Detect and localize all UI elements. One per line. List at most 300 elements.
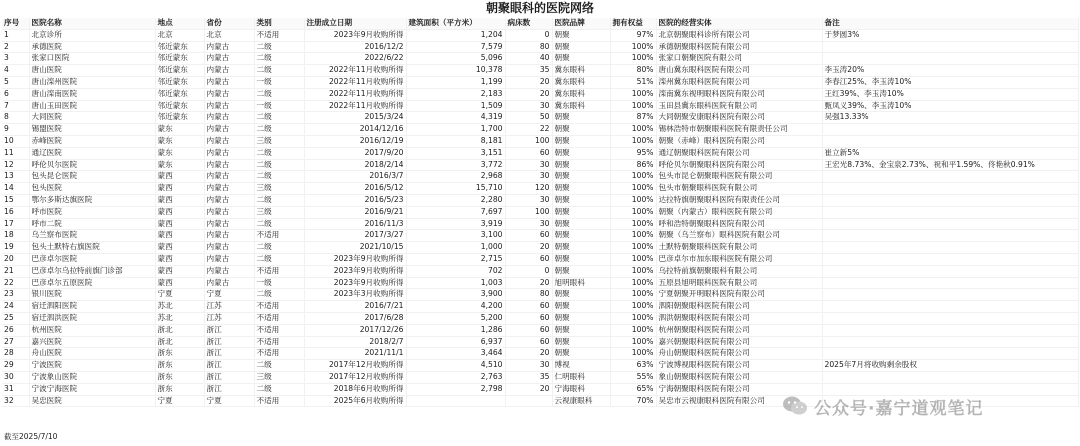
remarks-cell bbox=[822, 336, 1078, 348]
brand-cell: 朝聚 bbox=[552, 194, 610, 206]
category-cell: 不适用 bbox=[254, 348, 304, 360]
brand-cell: 朝聚 bbox=[552, 29, 610, 41]
category-cell: 二级 bbox=[254, 289, 304, 301]
header-row bbox=[2, 18, 1078, 29]
equity-cell: 100% bbox=[610, 230, 656, 242]
floor-area-cell: 2,715 bbox=[406, 253, 505, 265]
floor-area-cell: 5,096 bbox=[406, 53, 505, 65]
bed-count-cell: 30 bbox=[505, 194, 552, 206]
operating-entity-cell: 五原县旭明眼科医院有限公司 bbox=[656, 277, 822, 289]
table-row bbox=[2, 194, 1078, 206]
table-row bbox=[2, 242, 1078, 254]
location-cell: 宁夏 bbox=[155, 289, 204, 301]
bed-count-cell bbox=[505, 395, 552, 407]
equity-cell: 100% bbox=[610, 289, 656, 301]
province-cell: 内蒙古 bbox=[204, 88, 254, 100]
bed-count-cell: 0 bbox=[505, 29, 552, 41]
hospital-name-cell: 承德医院 bbox=[29, 41, 155, 53]
location-cell: 蒙东 bbox=[155, 147, 204, 159]
brand-cell: 朝聚 bbox=[552, 265, 610, 277]
table-row bbox=[2, 88, 1078, 100]
operating-entity-cell: 朝聚（乌兰察布）眼科医院有限公司 bbox=[656, 230, 822, 242]
bed-count-cell: 20 bbox=[505, 76, 552, 88]
floor-area-cell: 1,700 bbox=[406, 124, 505, 136]
operating-entity-cell: 玉田县冀东眼科医院有限公司 bbox=[656, 100, 822, 112]
row-number-cell: 22 bbox=[2, 277, 29, 289]
category-cell: 不适用 bbox=[254, 29, 304, 41]
bed-count-cell: 20 bbox=[505, 88, 552, 100]
hospital-name-cell: 吴忠医院 bbox=[29, 395, 155, 407]
operating-entity-cell: 乌拉特前旗朝聚眼科有限公司 bbox=[656, 265, 822, 277]
location-cell: 蒙东 bbox=[155, 159, 204, 171]
table-row bbox=[2, 324, 1078, 336]
brand-cell: 云视康眼科 bbox=[552, 395, 610, 407]
location-cell: 蒙西 bbox=[155, 194, 204, 206]
equity-cell: 51% bbox=[610, 76, 656, 88]
equity-cell: 100% bbox=[610, 301, 656, 313]
hospital-name-cell: 锡盟医院 bbox=[29, 124, 155, 136]
floor-area-cell: 8,181 bbox=[406, 135, 505, 147]
brand-cell: 冀东眼科 bbox=[552, 76, 610, 88]
row-number-cell: 29 bbox=[2, 360, 29, 372]
province-cell: 内蒙古 bbox=[204, 124, 254, 136]
floor-area-cell: 4,319 bbox=[406, 112, 505, 124]
operating-entity-cell: 舟山朝聚眼科医院有限公司 bbox=[656, 348, 822, 360]
remarks-cell bbox=[822, 124, 1078, 136]
wechat-icon bbox=[782, 395, 808, 417]
hospital-name-cell: 乌兰察布医院 bbox=[29, 230, 155, 242]
registration-date-cell: 2015/3/24 bbox=[304, 112, 406, 124]
floor-area-cell: 10,378 bbox=[406, 65, 505, 77]
remarks-cell bbox=[822, 53, 1078, 65]
column-header-brand: 医院品牌 bbox=[552, 18, 610, 29]
registration-date-cell: 2021/10/15 bbox=[304, 242, 406, 254]
bed-count-cell: 60 bbox=[505, 324, 552, 336]
registration-date-cell: 2022年11月收购所得 bbox=[304, 100, 406, 112]
row-number-cell: 3 bbox=[2, 53, 29, 65]
bed-count-cell: 60 bbox=[505, 336, 552, 348]
remarks-cell: 于梦圆3% bbox=[822, 29, 1078, 41]
remarks-cell: 李玉涛20% bbox=[822, 65, 1078, 77]
registration-date-cell: 2021/11/1 bbox=[304, 348, 406, 360]
row-number-cell: 7 bbox=[2, 100, 29, 112]
province-cell: 内蒙古 bbox=[204, 147, 254, 159]
location-cell: 蒙西 bbox=[155, 230, 204, 242]
hospital-name-cell: 包头土默特右旗医院 bbox=[29, 242, 155, 254]
province-cell: 内蒙古 bbox=[204, 194, 254, 206]
brand-cell: 朝聚 bbox=[552, 336, 610, 348]
floor-area-cell: 3,900 bbox=[406, 289, 505, 301]
equity-cell: 100% bbox=[610, 265, 656, 277]
bed-count-cell: 60 bbox=[505, 147, 552, 159]
brand-cell: 朝聚 bbox=[552, 53, 610, 65]
hospital-name-cell: 舟山医院 bbox=[29, 348, 155, 360]
bed-count-cell: 100 bbox=[505, 135, 552, 147]
location-cell: 浙北 bbox=[155, 336, 204, 348]
category-cell: 二级 bbox=[254, 53, 304, 65]
table-row bbox=[2, 135, 1078, 147]
hospital-name-cell: 银川医院 bbox=[29, 289, 155, 301]
province-cell: 浙江 bbox=[204, 371, 254, 383]
category-cell: 二级 bbox=[254, 124, 304, 136]
column-header-remarks: 备注 bbox=[822, 18, 1078, 29]
registration-date-cell: 2017/3/27 bbox=[304, 230, 406, 242]
bed-count-cell: 20 bbox=[505, 277, 552, 289]
operating-entity-cell: 达拉特旗朝聚眼科医院有限责任公司 bbox=[656, 194, 822, 206]
remarks-cell: 吴强13.33% bbox=[822, 112, 1078, 124]
table-row bbox=[2, 159, 1078, 171]
location-cell: 蒙西 bbox=[155, 218, 204, 230]
bed-count-cell: 35 bbox=[505, 65, 552, 77]
operating-entity-cell: 宁夏朝聚开明眼科医院有限公司 bbox=[656, 289, 822, 301]
equity-cell: 100% bbox=[610, 194, 656, 206]
bed-count-cell: 22 bbox=[505, 124, 552, 136]
row-number-cell: 25 bbox=[2, 312, 29, 324]
province-cell: 内蒙古 bbox=[204, 159, 254, 171]
floor-area-cell: 15,710 bbox=[406, 183, 505, 195]
remarks-cell bbox=[822, 253, 1078, 265]
category-cell: 三级 bbox=[254, 135, 304, 147]
remarks-cell bbox=[822, 218, 1078, 230]
floor-area-cell: 2,183 bbox=[406, 88, 505, 100]
province-cell: 内蒙古 bbox=[204, 41, 254, 53]
row-number-cell: 18 bbox=[2, 230, 29, 242]
remarks-cell bbox=[822, 348, 1078, 360]
hospital-name-cell: 宿迁泗阳医院 bbox=[29, 301, 155, 313]
operating-entity-cell: 北京朝聚眼科诊所有限公司 bbox=[656, 29, 822, 41]
registration-date-cell: 2018/2/14 bbox=[304, 159, 406, 171]
table-row bbox=[2, 360, 1078, 372]
category-cell: 一级 bbox=[254, 277, 304, 289]
table-row bbox=[2, 171, 1078, 183]
brand-cell: 朝聚 bbox=[552, 242, 610, 254]
table-row bbox=[2, 301, 1078, 313]
row-number-cell: 24 bbox=[2, 301, 29, 313]
location-cell: 蒙西 bbox=[155, 183, 204, 195]
brand-cell: 朝聚 bbox=[552, 301, 610, 313]
bed-count-cell: 50 bbox=[505, 112, 552, 124]
equity-cell: 100% bbox=[610, 53, 656, 65]
equity-cell: 100% bbox=[610, 348, 656, 360]
province-cell: 内蒙古 bbox=[204, 100, 254, 112]
category-cell: 二级 bbox=[254, 360, 304, 372]
location-cell: 蒙东 bbox=[155, 124, 204, 136]
operating-entity-cell: 呼伦贝尔朝聚眼科医院有限公司 bbox=[656, 159, 822, 171]
registration-date-cell: 2016/5/12 bbox=[304, 183, 406, 195]
floor-area-cell: 2,280 bbox=[406, 194, 505, 206]
province-cell: 江苏 bbox=[204, 312, 254, 324]
sheet-title: 朝聚眼科的医院网络 bbox=[485, 1, 594, 15]
row-number-cell: 10 bbox=[2, 135, 29, 147]
bed-count-cell: 60 bbox=[505, 312, 552, 324]
category-cell: 不适用 bbox=[254, 395, 304, 407]
category-cell: 不适用 bbox=[254, 324, 304, 336]
brand-cell: 朝聚 bbox=[552, 124, 610, 136]
province-cell: 内蒙古 bbox=[204, 183, 254, 195]
watermark-text: 公众号·嘉宁道观笔记 bbox=[814, 398, 984, 419]
row-number-cell: 15 bbox=[2, 194, 29, 206]
row-number-cell: 16 bbox=[2, 206, 29, 218]
column-header-province: 省份 bbox=[204, 18, 254, 29]
remarks-cell bbox=[822, 41, 1078, 53]
operating-entity-cell: 张家口朝聚医院有限公司 bbox=[656, 53, 822, 65]
bed-count-cell: 20 bbox=[505, 383, 552, 395]
remarks-cell bbox=[822, 289, 1078, 301]
equity-cell: 65% bbox=[610, 383, 656, 395]
bed-count-cell: 60 bbox=[505, 253, 552, 265]
remarks-cell: 甄凤义39%、李玉涛10% bbox=[822, 100, 1078, 112]
hospital-name-cell: 巴彦卓尔五原医院 bbox=[29, 277, 155, 289]
table-row bbox=[2, 100, 1078, 112]
operating-entity-cell: 呼和浩特朝聚眼科医院有限公司 bbox=[656, 218, 822, 230]
row-number-cell: 8 bbox=[2, 112, 29, 124]
table-row bbox=[2, 76, 1078, 88]
bed-count-cell: 100 bbox=[505, 206, 552, 218]
row-number-cell: 11 bbox=[2, 147, 29, 159]
equity-cell: 100% bbox=[610, 183, 656, 195]
row-number-cell: 30 bbox=[2, 371, 29, 383]
province-cell: 浙江 bbox=[204, 324, 254, 336]
hospital-name-cell: 呼伦贝尔医院 bbox=[29, 159, 155, 171]
table-row bbox=[2, 218, 1078, 230]
equity-cell: 100% bbox=[610, 312, 656, 324]
brand-cell: 朝聚 bbox=[552, 147, 610, 159]
floor-area-cell: 1,003 bbox=[406, 277, 505, 289]
bed-count-cell: 120 bbox=[505, 183, 552, 195]
floor-area-cell: 1,204 bbox=[406, 29, 505, 41]
table-row bbox=[2, 230, 1078, 242]
location-cell: 邻近蒙东 bbox=[155, 76, 204, 88]
category-cell: 二级 bbox=[254, 65, 304, 77]
bed-count-cell: 35 bbox=[505, 371, 552, 383]
location-cell: 蒙西 bbox=[155, 206, 204, 218]
equity-cell: 100% bbox=[610, 206, 656, 218]
brand-cell: 冀东眼科 bbox=[552, 65, 610, 77]
brand-cell: 朝聚 bbox=[552, 324, 610, 336]
category-cell: 二级 bbox=[254, 253, 304, 265]
operating-entity-cell: 滦南冀东视明眼科医院有限公司 bbox=[656, 88, 822, 100]
registration-date-cell: 2017年12月收购所得 bbox=[304, 360, 406, 372]
bed-count-cell: 30 bbox=[505, 360, 552, 372]
bed-count-cell: 30 bbox=[505, 159, 552, 171]
location-cell: 浙东 bbox=[155, 348, 204, 360]
registration-date-cell: 2017/9/20 bbox=[304, 147, 406, 159]
category-cell: 二级 bbox=[254, 194, 304, 206]
category-cell: 二级 bbox=[254, 41, 304, 53]
registration-date-cell: 2016/11/3 bbox=[304, 218, 406, 230]
province-cell: 宁夏 bbox=[204, 395, 254, 407]
province-cell: 内蒙古 bbox=[204, 65, 254, 77]
location-cell: 苏北 bbox=[155, 312, 204, 324]
hospital-name-cell: 赤峰医院 bbox=[29, 135, 155, 147]
row-number-cell: 9 bbox=[2, 124, 29, 136]
floor-area-cell: 3,464 bbox=[406, 348, 505, 360]
table-row bbox=[2, 336, 1078, 348]
bed-count-cell: 60 bbox=[505, 230, 552, 242]
operating-entity-cell: 包头市朝聚眼科医院有限公司 bbox=[656, 183, 822, 195]
hospital-name-cell: 唐山滦州医院 bbox=[29, 76, 155, 88]
operating-entity-cell: 锡林浩特市朝聚眼科医院有限责任公司 bbox=[656, 124, 822, 136]
location-cell: 蒙东 bbox=[155, 135, 204, 147]
row-number-cell: 19 bbox=[2, 242, 29, 254]
remarks-cell bbox=[822, 135, 1078, 147]
registration-date-cell: 2017/12/26 bbox=[304, 324, 406, 336]
column-header-category: 类别 bbox=[254, 18, 304, 29]
location-cell: 蒙西 bbox=[155, 242, 204, 254]
row-number-cell: 20 bbox=[2, 253, 29, 265]
floor-area-cell: 3,100 bbox=[406, 230, 505, 242]
table-row bbox=[2, 41, 1078, 53]
hospital-name-cell: 宿迁泗洪医院 bbox=[29, 312, 155, 324]
bed-count-cell: 20 bbox=[505, 242, 552, 254]
remarks-cell bbox=[822, 301, 1078, 313]
category-cell: 三级 bbox=[254, 206, 304, 218]
equity-cell: 100% bbox=[610, 242, 656, 254]
province-cell: 内蒙古 bbox=[204, 230, 254, 242]
floor-area-cell: 2,763 bbox=[406, 371, 505, 383]
category-cell: 三级 bbox=[254, 183, 304, 195]
bed-count-cell: 30 bbox=[505, 100, 552, 112]
operating-entity-cell: 大同朝聚安康眼科医院有限公司 bbox=[656, 112, 822, 124]
category-cell: 二级 bbox=[254, 171, 304, 183]
brand-cell: 朝聚 bbox=[552, 348, 610, 360]
brand-cell: 朝聚 bbox=[552, 230, 610, 242]
province-cell: 内蒙古 bbox=[204, 112, 254, 124]
bed-count-cell: 30 bbox=[505, 218, 552, 230]
equity-cell: 86% bbox=[610, 159, 656, 171]
brand-cell: 朝聚 bbox=[552, 206, 610, 218]
hospital-name-cell: 巴彦卓尔乌拉特前旗门诊部 bbox=[29, 265, 155, 277]
table-row bbox=[2, 147, 1078, 159]
remarks-cell bbox=[822, 194, 1078, 206]
hospital-name-cell: 大同医院 bbox=[29, 112, 155, 124]
registration-date-cell: 2016/3/7 bbox=[304, 171, 406, 183]
bed-count-cell: 0 bbox=[505, 265, 552, 277]
remarks-cell bbox=[822, 265, 1078, 277]
equity-cell: 100% bbox=[610, 253, 656, 265]
category-cell: 二级 bbox=[254, 383, 304, 395]
bed-count-cell: 80 bbox=[505, 289, 552, 301]
equity-cell: 100% bbox=[610, 171, 656, 183]
operating-entity-cell: 巴彦卓尔市加东眼科医院有限公司 bbox=[656, 253, 822, 265]
hospital-network-table bbox=[2, 18, 1079, 407]
remarks-cell bbox=[822, 206, 1078, 218]
registration-date-cell: 2016/5/23 bbox=[304, 194, 406, 206]
province-cell: 内蒙古 bbox=[204, 206, 254, 218]
floor-area-cell: 3,772 bbox=[406, 159, 505, 171]
province-cell: 北京 bbox=[204, 29, 254, 41]
column-header-hospital-name: 医院名称 bbox=[29, 18, 155, 29]
brand-cell: 朝聚 bbox=[552, 312, 610, 324]
location-cell: 邻近蒙东 bbox=[155, 100, 204, 112]
province-cell: 内蒙古 bbox=[204, 242, 254, 254]
operating-entity-cell: 宁海朝聚眼科医院有限公司 bbox=[656, 383, 822, 395]
location-cell: 浙北 bbox=[155, 324, 204, 336]
province-cell: 浙江 bbox=[204, 348, 254, 360]
location-cell: 蒙西 bbox=[155, 253, 204, 265]
registration-date-cell: 2016/7/21 bbox=[304, 301, 406, 313]
bed-count-cell: 20 bbox=[505, 348, 552, 360]
equity-cell: 100% bbox=[610, 100, 656, 112]
floor-area-cell: 1,509 bbox=[406, 100, 505, 112]
floor-area-cell: 1,199 bbox=[406, 76, 505, 88]
registration-date-cell: 2025年6月收购所得 bbox=[304, 395, 406, 407]
hospital-name-cell: 北京诊所 bbox=[29, 29, 155, 41]
province-cell: 内蒙古 bbox=[204, 171, 254, 183]
registration-date-cell: 2022年11月收购所得 bbox=[304, 76, 406, 88]
location-cell: 蒙西 bbox=[155, 277, 204, 289]
hospital-name-cell: 宁波象山医院 bbox=[29, 371, 155, 383]
registration-date-cell: 2014/12/16 bbox=[304, 124, 406, 136]
hospital-name-cell: 唐山玉田医院 bbox=[29, 100, 155, 112]
category-cell: 二级 bbox=[254, 112, 304, 124]
remarks-cell: 王宏光8.73%、金宝泉2.73%、祝和平1.59%、佟艳秋0.91% bbox=[822, 159, 1078, 171]
province-cell: 内蒙古 bbox=[204, 76, 254, 88]
operating-entity-cell: 宁波博视眼科医院有限公司 bbox=[656, 360, 822, 372]
brand-cell: 朝聚 bbox=[552, 289, 610, 301]
category-cell: 二级 bbox=[254, 147, 304, 159]
floor-area-cell: 2,798 bbox=[406, 383, 505, 395]
category-cell: 不适用 bbox=[254, 301, 304, 313]
table-row bbox=[2, 289, 1078, 301]
location-cell: 宁夏 bbox=[155, 395, 204, 407]
location-cell: 浙东 bbox=[155, 371, 204, 383]
row-number-cell: 26 bbox=[2, 324, 29, 336]
table-row bbox=[2, 253, 1078, 265]
column-header-bed-count: 病床数 bbox=[505, 18, 552, 29]
row-number-cell: 13 bbox=[2, 171, 29, 183]
remarks-cell bbox=[822, 277, 1078, 289]
hospital-name-cell: 宁波医院 bbox=[29, 360, 155, 372]
table-row bbox=[2, 183, 1078, 195]
brand-cell: 朝聚 bbox=[552, 218, 610, 230]
remarks-cell bbox=[822, 230, 1078, 242]
brand-cell: 仁明眼科 bbox=[552, 371, 610, 383]
floor-area-cell: 4,200 bbox=[406, 301, 505, 313]
remarks-cell bbox=[822, 371, 1078, 383]
remarks-cell bbox=[822, 183, 1078, 195]
hospital-name-cell: 张家口医院 bbox=[29, 53, 155, 65]
brand-cell: 朝聚 bbox=[552, 41, 610, 53]
registration-date-cell: 2023年9月收购所得 bbox=[304, 253, 406, 265]
floor-area-cell: 7,579 bbox=[406, 41, 505, 53]
hospital-name-cell: 巴彦卓尔医院 bbox=[29, 253, 155, 265]
as-of-date-note: 截至2025/7/10 bbox=[4, 432, 58, 441]
province-cell: 内蒙古 bbox=[204, 53, 254, 65]
hospital-name-cell: 唐山滦南医院 bbox=[29, 88, 155, 100]
table-row bbox=[2, 65, 1078, 77]
registration-date-cell: 2023年3月收购所得 bbox=[304, 289, 406, 301]
registration-date-cell: 2017/6/28 bbox=[304, 312, 406, 324]
province-cell: 内蒙古 bbox=[204, 253, 254, 265]
table-row bbox=[2, 371, 1078, 383]
column-header-registration-date: 注册成立日期 bbox=[304, 18, 406, 29]
operating-entity-cell: 滦州冀东眼科医院有限公司 bbox=[656, 76, 822, 88]
registration-date-cell: 2023年9月收购所得 bbox=[304, 265, 406, 277]
category-cell: 不适用 bbox=[254, 336, 304, 348]
category-cell: 不适用 bbox=[254, 312, 304, 324]
hospital-name-cell: 通辽医院 bbox=[29, 147, 155, 159]
operating-entity-cell: 泗洪朝聚眼科医院有限公司 bbox=[656, 312, 822, 324]
row-number-cell: 1 bbox=[2, 29, 29, 41]
province-cell: 内蒙古 bbox=[204, 135, 254, 147]
floor-area-cell bbox=[406, 395, 505, 407]
operating-entity-cell: 包头市昆仑朝聚眼科医院有限公司 bbox=[656, 171, 822, 183]
table-row bbox=[2, 277, 1078, 289]
table-row bbox=[2, 112, 1078, 124]
row-number-cell: 23 bbox=[2, 289, 29, 301]
operating-entity-cell: 唐山冀东眼科医院有限公司 bbox=[656, 65, 822, 77]
